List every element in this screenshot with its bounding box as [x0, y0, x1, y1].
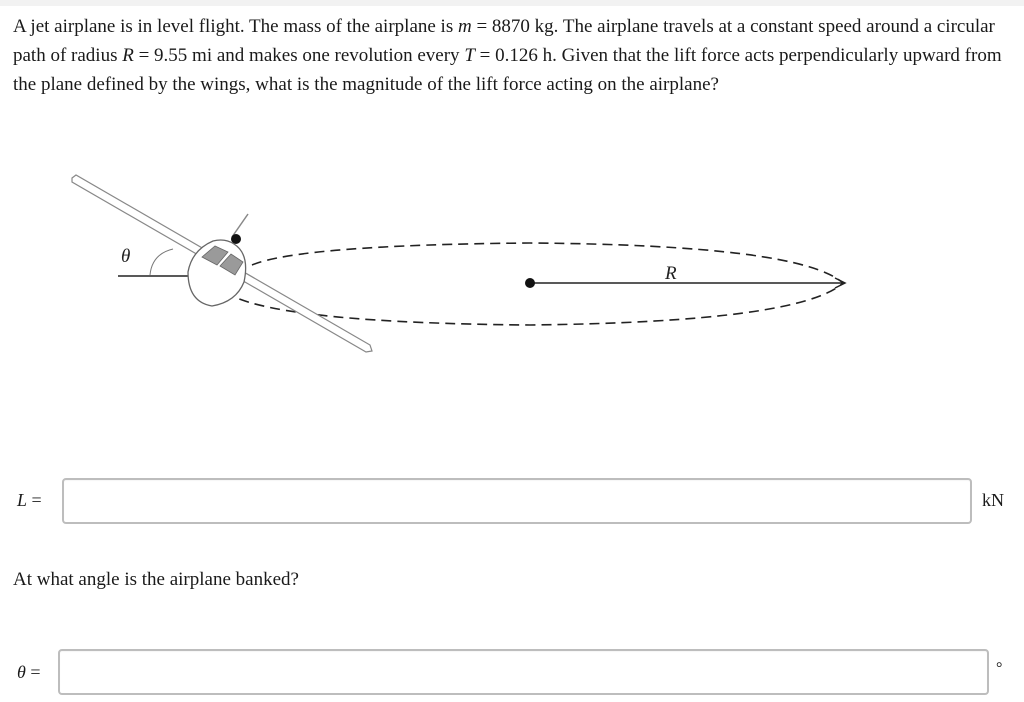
- question-part-3: = 9.55 mi and makes one revolution every: [133, 45, 465, 66]
- theta-label: θ: [121, 246, 131, 267]
- question-part-4: = 0.126 h. Given that the lift force acts perpendicularly upward from the plane defined by the wings, what is the magnitude of the lift force acting on the airplane?: [13, 45, 1002, 95]
- lift-input[interactable]: [62, 478, 972, 524]
- angle-label: [17, 661, 41, 683]
- tail-fin: [232, 214, 248, 237]
- lift-label: [17, 489, 42, 511]
- question-text: [13, 12, 1003, 99]
- radius-label: R: [665, 263, 677, 284]
- angle-equals: =: [25, 662, 41, 682]
- period-variable: T: [464, 45, 475, 66]
- theta-angle-arc: [150, 249, 173, 275]
- lift-unit: kN: [982, 490, 1004, 510]
- lift-equals: =: [27, 490, 42, 510]
- angle-variable: θ: [17, 662, 26, 682]
- question-part-1: A jet airplane is in level flight. The mass of the airplane is: [13, 16, 458, 37]
- angle-answer-row: [0, 648, 1024, 696]
- airplane-circular-path-diagram: [0, 150, 1024, 370]
- angle-unit: °: [996, 660, 1003, 677]
- angle-input[interactable]: [58, 649, 989, 695]
- center-point: [525, 278, 535, 288]
- lift-variable: L: [17, 490, 28, 510]
- flight-path-dashed: [232, 243, 843, 325]
- mass-variable: m: [457, 16, 472, 37]
- angle-question-text: At what angle is the airplane banked?: [13, 569, 299, 590]
- lift-answer-row: [0, 476, 1024, 524]
- radius-variable: R: [122, 45, 134, 66]
- question-part-2: = 8870 kg. The airplane travels at a constant speed around a circular path of radius: [13, 16, 995, 66]
- top-strip: [0, 0, 1024, 6]
